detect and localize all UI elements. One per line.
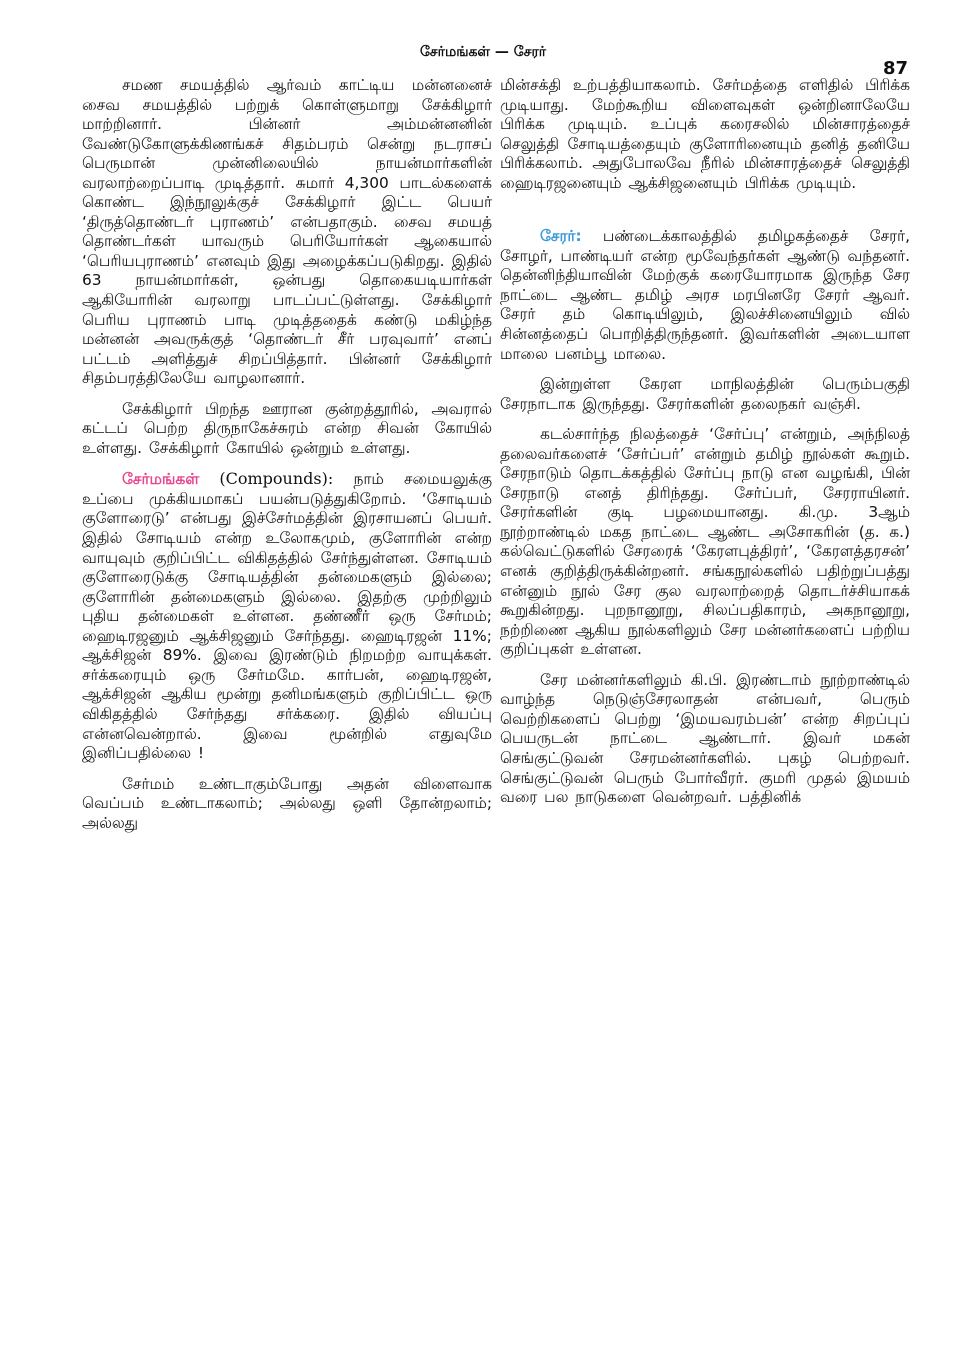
kunrathur-paragraph: சேக்கிழார் பிறந்த ஊரான குன்றத்தூரில், அவரால் கட்டப் பெற்ற திருநாகேச்சுரம் என்ற சிவன் கோயில் உள்ளது. சேக்கிழார் கோயில் ஒன்றும் உள்ளது.: [82, 399, 492, 457]
chekkizhar-paragraph: சமண சமயத்தில் ஆர்வம் காட்டிய மன்னனைச் சைவ சமயத்தில் பற்றுக் கொள்ளுமாறு சேக்கிழார் மாற்றினார். பின்னர் அம்மன்னனின் வேண்டுகோளுக்கிணங்கச் சிதம்பரம் சென்று நடராசப் பெருமான் முன்னிலையில் நாயன்மார்களின் வரலாற்றைப்பாடி முடித்தார். சுமார் 4,300 பாடல்களைக் கொண்ட இந்நூலுக்குச் சேக்கிழார் இட்ட பெயர் ‘திருத்தொண்டர் புராணம்’ என்பதாகும். சைவ சமயத் தொண்டர்கள் யாவரும் பெரியோர்கள் ஆகையால் ‘பெரியபுராணம்’ எனவும் இது அழைக்கப்படுகிறது. இதில் 63 நாயன்மார்கள், ஒன்பது தொகையடியார்கள் ஆகியோரின் வரலாறு பாடப்பட்டுள்ளது. சேக்கிழார் பெரிய புராணம் பாடி முடித்ததைக் கண்டு மகிழ்ந்த மன்னன் அவருக்குத் ‘தொண்டர் சீர் பரவுவார்’ எனப் பட்டம் அளித்துச் சிறப்பித்தார். பின்னர் சேக்கிழார் சிதம்பரத்திலேயே வாழலானார்.: [82, 76, 492, 388]
cherar-headword: சேரர்:: [540, 227, 582, 246]
right-column: [500, 76, 910, 808]
compounds-headword: சேர்மங்கள்: [122, 470, 200, 489]
kerala-paragraph: இன்றுள்ள கேரள மாநிலத்தின் பெரும்பகுதி சேரநாடாக இருந்தது. சேரர்களின் தலைநகர் வஞ்சி.: [500, 375, 910, 413]
left-column: [82, 76, 492, 833]
running-head: சேர்மங்கள் — சேரர்: [419, 44, 547, 60]
compounds-body: நாம் சமையலுக்கு உப்பை முக்கியமாகப் பயன்படுத்துகிறோம். ‘சோடியம் குளோரைடு’ என்பது இச்சேர்மத்தின் இரசாயனப் பெயர். இதில் சோடியம் என்ற உலோகமும், குளோரின் என்ற வாயுவும் குறிப்பிட்ட விகிதத்தில் சேர்ந்துள்ளன. சோடியம் குளோரைடுக்கு சோடியத்தின் தன்மைகளும் இல்லை; குளோரின் தன்மைகளும் இல்லை. இதற்கு முற்றிலும் புதிய தன்மைகள் உள்ளன. தண்ணீர் ஒரு சேர்மம்; ஹைடிரஜனும் ஆக்சிஜனும் சேர்ந்தது. ஹைடிரஜன் 11%; ஆக்சிஜன் 89%. இவை இரண்டும் நிறமற்ற வாயுக்கள். சர்க்கரையும் ஒரு சேர்மமே. கார்பன், ஹைடிரஜன், ஆக்சிஜன் ஆகிய மூன்று தனிமங்களும் குறிப்பிட்ட ஒரு விகிதத்தில் சேர்ந்தது சர்க்கரை. இதில் வியப்பு என்னவென்றால். இவை மூன்றில் எதுவுமே இனிப்பதில்லை !: [82, 470, 492, 763]
cherppu-paragraph: கடல்சார்ந்த நிலத்தைச் ‘சேர்ப்பு’ என்றும், அந்நிலத் தலைவர்களைச் ‘சேர்ப்பர்’ என்றும் தமிழ் நூல்கள் கூறும். சேரநாடும் தொடக்கத்தில் சேர்ப்பு நாடு என வழங்கி, பின் சேரநாடு எனத் திரிந்தது. சேர்ப்பர், சேரராயினர். சேரர்களின் குடி பழமையானது. கி.மு. 3ஆம் நூற்றாண்டில் மகத நாட்டை ஆண்ட அசோகரின் (த. க.) கல்வெட்டுகளில் சேரரைக் ‘கேரளபுத்திரர்’, ‘கேரளத்தரசன்’ எனக் குறித்திருக்கின்றனர். சங்கநூல்களில் பதிற்றுப்பத்து என்னும் நூல் சேர குல வரலாற்றைத் தொடர்ச்சியாகக் கூறுகின்றது. புறநானூறு, சிலப்பதிகாரம், அகநானூறு, நற்றிணை ஆகிய நூல்களிலும் சேர மன்னர்களைப் பற்றிய குறிப்புகள் உள்ளன.: [500, 425, 910, 659]
compounds-english-term: (Compounds):: [219, 469, 334, 489]
page-number: 87: [882, 58, 908, 79]
electricity-paragraph: மின்சக்தி உற்பத்தியாகலாம். சேர்மத்தை எளிதில் பிரிக்க முடியாது. மேற்கூறிய விளைவுகள் ஒன்றினாலேயே பிரிக்க முடியும். உப்புக் கரைசலில் மின்சாரத்தைச் செலுத்தி சோடியத்தையும் குளோரினையும் தனித் தனியே பிரிக்கலாம். அதுபோலவே நீரில் மின்சாரத்தைச் செலுத்தி ஹைடிரஜனையும் ஆக்சிஜனையும் பிரிக்க முடியும்.: [500, 76, 910, 192]
cherar-body: பண்டைக்காலத்தில் தமிழகத்தைச் சேரர், சோழர், பாண்டியர் என்ற மூவேந்தர்கள் ஆண்டு வந்தனர். தென்னிந்தியாவின் மேற்குக் கரையோரமாக இருந்த சேர நாட்டை ஆண்ட தமிழ் அரச மரபினரே சேரர் ஆவர். சேரர் தம் கொடியிலும், இலச்சினையிலும் வில் சின்னத்தைப் பொறித்திருந்தனர். இவர்களின் அடையாள மாலை பனம்பூ மாலை.: [500, 227, 910, 363]
compounds-entry: [82, 469, 492, 763]
compound-formation-paragraph: சேர்மம் உண்டாகும்போது அதன் விளைவாக வெப்பம் உண்டாகலாம்; அல்லது ஒளி தோன்றலாம்; அல்லது: [82, 774, 492, 832]
kings-paragraph: சேர மன்னர்களிலும் கி.பி. இரண்டாம் நூற்றாண்டில் வாழ்ந்த நெடுஞ்சேரலாதன் என்பவர், பெரும் வெற்றிகளைப் பெற்று ‘இமயவரம்பன்’ என்ற சிறப்புப் பெயருடன் நாட்டை ஆண்டார். இவர் மகன் செங்குட்டுவன் சேரமன்னர்களில். புகழ் பெற்றவர். செங்குட்டுவன் பெரும் போர்வீரர். குமரி முதல் இமயம் வரை பல நாடுகளை வென்றவர். பத்தினிக்: [500, 670, 910, 807]
cherar-entry: [500, 227, 910, 364]
